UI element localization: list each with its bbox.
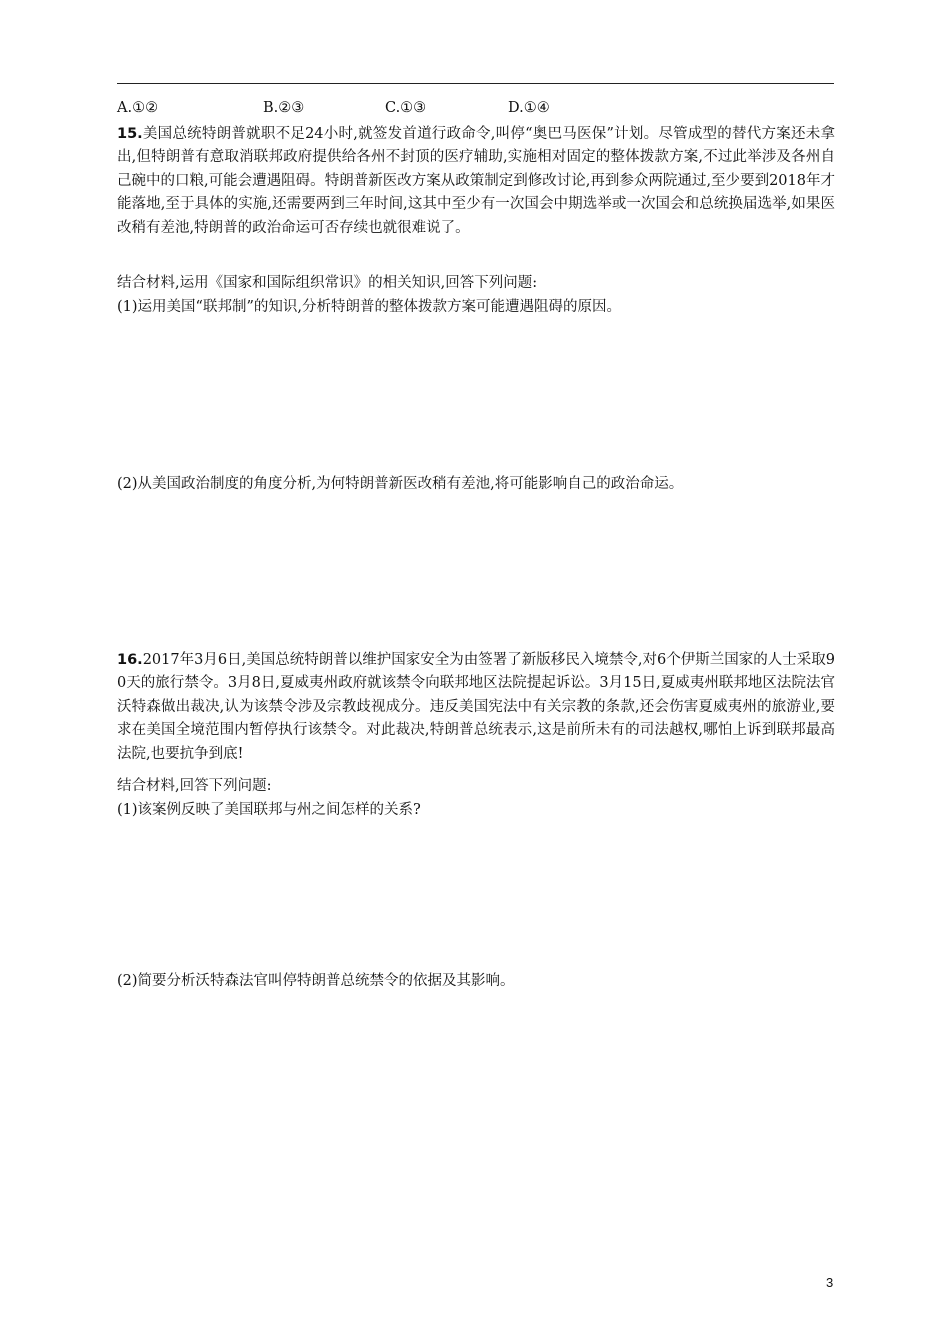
question-15-number: 15.	[117, 126, 143, 142]
question-16-sub1: (1)该案例反映了美国联邦与州之间怎样的关系?	[117, 802, 421, 818]
page-number: 3	[826, 1275, 834, 1290]
question-15-material	[117, 123, 835, 240]
option-a: A.①②	[117, 100, 159, 116]
question-15-sub1: (1)运用美国“联邦制”的知识,分析特朗普的整体拨款方案可能遭遇阻碍的原因。	[117, 299, 621, 315]
question-16-number: 16.	[117, 652, 143, 668]
question-15-text: 美国总统特朗普就职不足24小时,就签发首道行政命令,叫停“奥巴马医保”计划。尽管成型的替代方案还未拿出,但特朗普有意取消联邦政府提供给各州不封顶的医疗辅助,实施相对固定的整体拨款方案,不过此举涉及各州自己碗中的口粮,可能会遭遇阻碍。特朗普新医改方案从政策制定到修改讨论,再到参众两院通过,至少要到2018年才能落地,至于具体的实施,还需要两到三年时间,这其中至少有一次国会中期选举或一次国会和总统换届选举,如果医改稍有差池,特朗普的政治命运可否存续也就很难说了。	[117, 126, 835, 236]
question-15-instruction: 结合材料,运用《国家和国际组织常识》的相关知识,回答下列问题:	[117, 275, 538, 291]
question-15-sub2: (2)从美国政治制度的角度分析,为何特朗普新医改稍有差池,将可能影响自己的政治命运。	[117, 476, 684, 492]
question-16-instruction: 结合材料,回答下列问题:	[117, 778, 272, 794]
question-16-material	[117, 649, 835, 766]
question-16-text: 2017年3月6日,美国总统特朗普以维护国家安全为由签署了新版移民入境禁令,对6个伊斯兰国家的人士采取90天的旅行禁令。3月8日,夏威夷州政府就该禁令向联邦地区法院提起诉讼。3月15日,夏威夷州联邦地区法院法官沃特森做出裁决,认为该禁令涉及宗教歧视成分。违反美国宪法中有关宗教的条款,还会伤害夏威夷州的旅游业,要求在美国全境范围内暂停执行该禁令。对此裁决,特朗普总统表示,这是前所未有的司法越权,哪怕上诉到联邦最高法院,也要抗争到底!	[117, 652, 835, 762]
header-rule	[117, 83, 834, 84]
option-c: C.①③	[385, 100, 427, 116]
option-b: B.②③	[263, 100, 305, 116]
question-16-sub2: (2)简要分析沃特森法官叫停特朗普总统禁令的依据及其影响。	[117, 973, 515, 989]
option-d: D.①④	[508, 100, 550, 116]
